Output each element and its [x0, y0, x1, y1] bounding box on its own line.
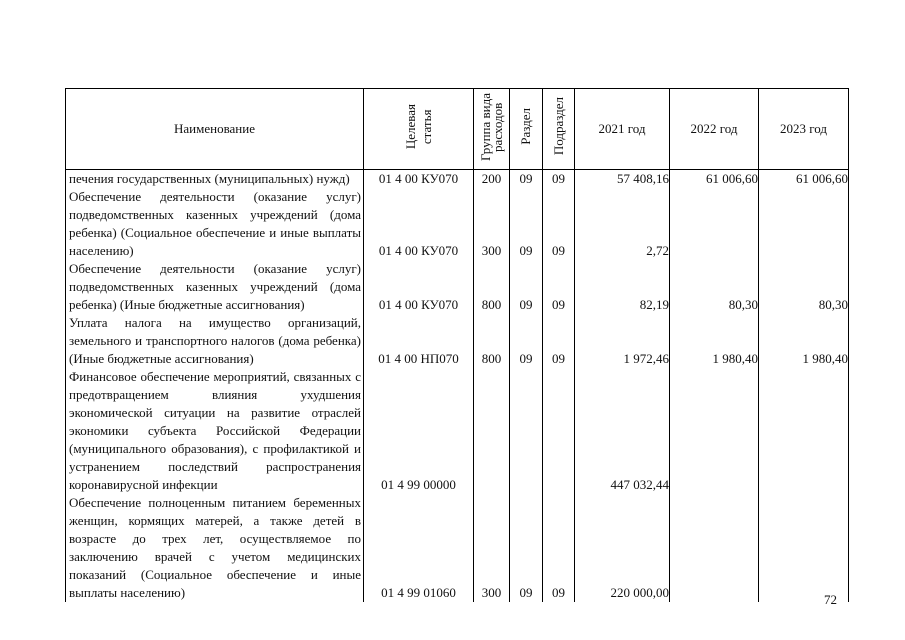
row-group	[474, 368, 510, 494]
row-2023	[759, 368, 849, 494]
header-name: Наименование	[66, 89, 364, 170]
row-section: 09	[510, 494, 543, 602]
row-name: Уплата налога на имущество организаций, земельного и транспортного налогов (дома ребенка) (Иные бюджетные ассигнования)	[66, 314, 364, 368]
header-target-article	[364, 89, 474, 170]
row-2023	[759, 188, 849, 260]
row-target: 01 4 00 КУ070	[364, 170, 474, 189]
row-section	[510, 368, 543, 494]
row-2022: 1 980,40	[670, 314, 759, 368]
row-2022: 80,30	[670, 260, 759, 314]
row-name: Обеспечение деятельности (оказание услуг) подведомственных казенных учреждений (дома ребенка) (Иные бюджетные ассигнования)	[66, 260, 364, 314]
row-target: 01 4 99 01060	[364, 494, 474, 602]
row-2022	[670, 494, 759, 602]
row-subsection: 09	[543, 314, 575, 368]
row-section: 09	[510, 188, 543, 260]
row-group: 200	[474, 170, 510, 189]
row-2021: 447 032,44	[575, 368, 670, 494]
row-2021: 220 000,00	[575, 494, 670, 602]
table-row	[66, 494, 849, 602]
row-2023: 80,30	[759, 260, 849, 314]
row-name: Обеспечение деятельности (оказание услуг) подведомственных казенных учреждений (дома ребенка) (Социальное обеспечение и иные выплаты населению)	[66, 188, 364, 260]
row-2023: 61 006,60	[759, 170, 849, 189]
row-name: печения государственных (муниципальных) нужд)	[66, 170, 364, 189]
table-body	[66, 170, 849, 603]
row-subsection: 09	[543, 494, 575, 602]
header-2023: 2023 год	[759, 89, 849, 170]
row-2023: 1 980,40	[759, 314, 849, 368]
row-2022	[670, 188, 759, 260]
row-2021: 1 972,46	[575, 314, 670, 368]
row-2021: 57 408,16	[575, 170, 670, 189]
row-group: 800	[474, 314, 510, 368]
header-section	[510, 89, 543, 170]
row-name: Обеспечение полноценным питанием беременных женщин, кормящих матерей, а также детей в возрасте до трех лет, осуществляемое по заключению врачей с учетом медицинских показаний (Социальное обеспечение и иные выплаты населению)	[66, 494, 364, 602]
table-header	[66, 89, 849, 170]
row-section: 09	[510, 170, 543, 189]
row-section: 09	[510, 260, 543, 314]
row-subsection: 09	[543, 170, 575, 189]
page-number: 72	[824, 592, 837, 607]
row-group: 800	[474, 260, 510, 314]
header-2022: 2022 год	[670, 89, 759, 170]
row-2021: 2,72	[575, 188, 670, 260]
row-2021: 82,19	[575, 260, 670, 314]
header-target-article-text: Целевая статья	[402, 103, 434, 150]
row-subsection: 09	[543, 188, 575, 260]
header-expense-group	[474, 89, 510, 170]
row-subsection	[543, 368, 575, 494]
header-section-text: Раздел	[518, 108, 533, 145]
table-row	[66, 188, 849, 260]
table-row	[66, 368, 849, 494]
table-row	[66, 314, 849, 368]
row-target: 01 4 99 00000	[364, 368, 474, 494]
row-target: 01 4 00 КУ070	[364, 260, 474, 314]
header-subsection	[543, 89, 575, 170]
row-2023	[759, 494, 849, 602]
row-name: Финансовое обеспечение мероприятий, связанных с предотвращением влияния ухудшения экономической ситуации на развитие отраслей экономики субъекта Российской Федерации (муниципального образования), с профилактикой и устранением последствий распространения коронавирусной инфекции	[66, 368, 364, 494]
row-section: 09	[510, 314, 543, 368]
header-2021: 2021 год	[575, 89, 670, 170]
header-subsection-text: Подраздел	[550, 97, 566, 156]
row-group: 300	[474, 188, 510, 260]
row-2022: 61 006,60	[670, 170, 759, 189]
table-row	[66, 170, 849, 189]
table-row	[66, 260, 849, 314]
row-target: 01 4 00 КУ070	[364, 188, 474, 260]
row-2022	[670, 368, 759, 494]
budget-table	[65, 88, 849, 602]
row-subsection: 09	[543, 260, 575, 314]
row-target: 01 4 00 НП070	[364, 314, 474, 368]
header-expense-group-text: Группа вида расходов	[477, 92, 505, 161]
row-group: 300	[474, 494, 510, 602]
